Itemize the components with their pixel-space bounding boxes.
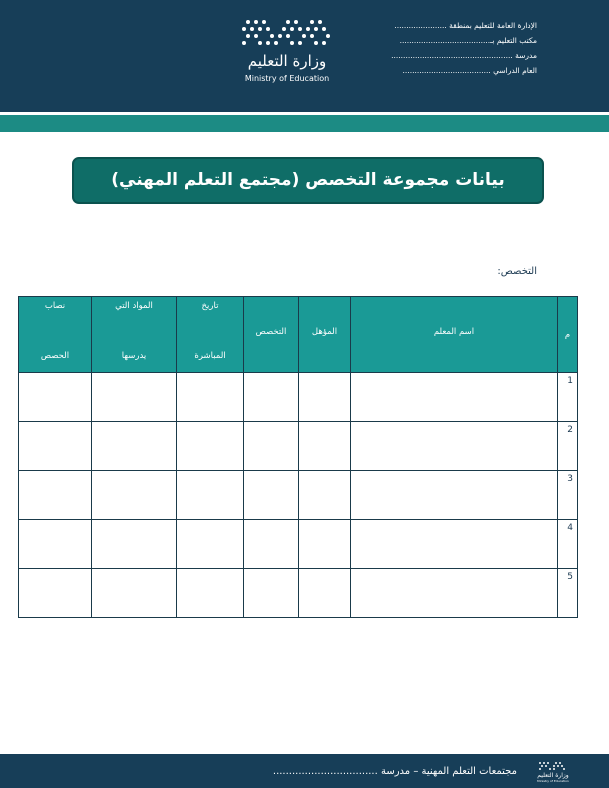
cell-subjects[interactable] (92, 471, 177, 520)
row-number: 2 (558, 422, 578, 471)
header-line-school: مدرسة ................................................... (391, 51, 537, 60)
cell-name[interactable] (351, 471, 558, 520)
row-number: 4 (558, 520, 578, 569)
page-title-banner: بيانات مجموعة التخصص (مجتمع التعلم المهني) (72, 157, 544, 204)
cell-quota[interactable] (19, 422, 92, 471)
footer-logo-arabic: وزارة التعليم (537, 772, 569, 779)
cell-name[interactable] (351, 520, 558, 569)
cell-quota[interactable] (19, 373, 92, 422)
logo-english-text: Ministry of Education (244, 74, 330, 83)
cell-specialty[interactable] (244, 373, 299, 422)
cell-qualification[interactable] (299, 471, 351, 520)
subjects-line2: يدرسها (121, 351, 147, 361)
header-info-lines (317, 18, 537, 78)
cell-start-date[interactable] (177, 471, 244, 520)
cell-name[interactable] (351, 422, 558, 471)
quota-line2: الحصص (40, 351, 70, 361)
col-header-start-date (177, 297, 244, 373)
teachers-table (18, 296, 578, 618)
footer-logo-icon (528, 760, 578, 784)
table-row (19, 569, 578, 618)
cell-qualification[interactable] (299, 373, 351, 422)
table-row (19, 422, 578, 471)
cell-quota[interactable] (19, 569, 92, 618)
table-header-row (19, 297, 578, 373)
cell-name[interactable] (351, 373, 558, 422)
cell-name[interactable] (351, 569, 558, 618)
header-line-directorate: الإدارة العامة للتعليم بمنطقة ...................... (394, 21, 537, 30)
col-header-name: اسم المعلم (351, 297, 558, 373)
cell-subjects[interactable] (92, 422, 177, 471)
cell-subjects[interactable] (92, 569, 177, 618)
col-header-quota (19, 297, 92, 373)
col-header-qualification: المؤهل (299, 297, 351, 373)
header-line-year: العام الدراسي ..................................... (402, 66, 537, 75)
footer-text: مجتمعات التعلم المهنية – مدرسة ................................. (272, 766, 517, 777)
cell-qualification[interactable] (299, 422, 351, 471)
header-line-office: مكتب التعليم بـ...................................... (399, 36, 537, 45)
row-number: 1 (558, 373, 578, 422)
subjects-line1: المواد التي (115, 301, 153, 311)
table-row (19, 471, 578, 520)
start-date-line2: المباشرة (194, 351, 226, 361)
start-date-line1: تاريخ (201, 301, 219, 311)
cell-start-date[interactable] (177, 373, 244, 422)
col-header-num: م (558, 297, 578, 373)
col-header-subjects (92, 297, 177, 373)
cell-specialty[interactable] (244, 422, 299, 471)
footer-logo-english: Ministry of Education (537, 779, 569, 783)
specialty-label: التخصص: (497, 266, 537, 277)
table-row (19, 520, 578, 569)
cell-start-date[interactable] (177, 422, 244, 471)
cell-subjects[interactable] (92, 373, 177, 422)
footer-ministry-logo (528, 760, 578, 784)
row-number: 5 (558, 569, 578, 618)
cell-qualification[interactable] (299, 569, 351, 618)
quota-line1: نصاب (44, 301, 66, 311)
row-number: 3 (558, 471, 578, 520)
table-row (19, 373, 578, 422)
logo-arabic-text: وزارة التعليم (247, 52, 327, 70)
cell-start-date[interactable] (177, 520, 244, 569)
col-header-specialty: التخصص (244, 297, 299, 373)
cell-subjects[interactable] (92, 520, 177, 569)
cell-start-date[interactable] (177, 569, 244, 618)
header-accent-band (0, 115, 609, 132)
cell-quota[interactable] (19, 520, 92, 569)
cell-quota[interactable] (19, 471, 92, 520)
cell-qualification[interactable] (299, 520, 351, 569)
cell-specialty[interactable] (244, 520, 299, 569)
cell-specialty[interactable] (244, 569, 299, 618)
cell-specialty[interactable] (244, 471, 299, 520)
